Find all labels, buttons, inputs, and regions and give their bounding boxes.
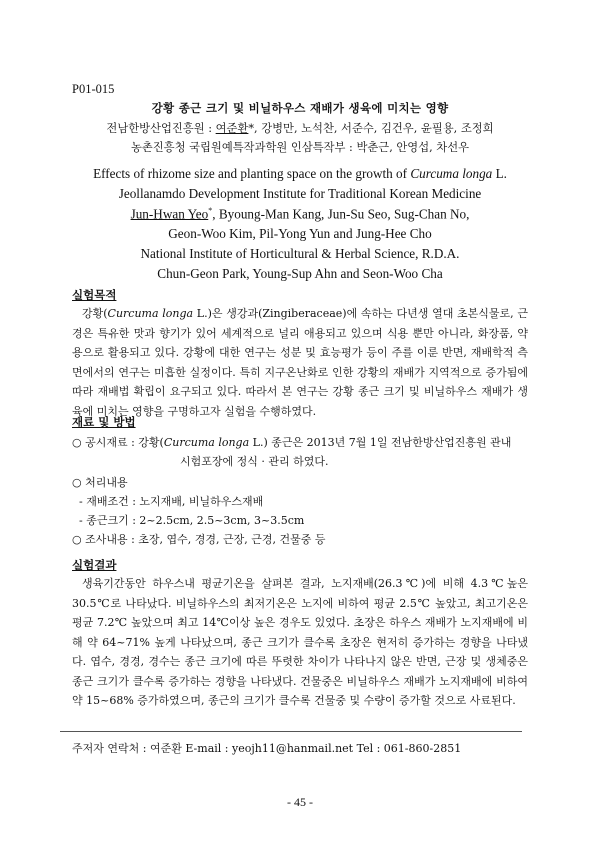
methods-material-cont: 시험포장에 정식 · 관리 하였다. bbox=[180, 455, 329, 468]
page-number: - 45 - bbox=[287, 795, 313, 809]
presenter-english: Jun-Hwan Yeo bbox=[130, 206, 209, 222]
presenter-korean: 여준환 bbox=[215, 122, 249, 135]
authors-english-1 bbox=[0, 206, 600, 222]
objective-lead: 강황( bbox=[82, 307, 108, 320]
methods-heading: 재료 및 방법 bbox=[72, 415, 136, 429]
coauthors-korean-1: *, 강병만, 노석찬, 서준수, 김건우, 윤필용, 조정희 bbox=[248, 122, 494, 135]
authors-english-2: Geon-Woo Kim, Pil-Yong Yun and Jung-Hee Cho bbox=[168, 226, 432, 241]
methods-survey: ○ 조사내용 : 초장, 엽수, 경경, 근장, 근경, 건물중 등 bbox=[72, 533, 326, 546]
results-paragraph: 생육기간동안 하우스내 평균기온을 살펴본 결과, 노지재배(26.3℃)에 비해 4.3℃높은 30.5℃로 나타났다. 비닐하우스의 최저기온은 노지에 비하여 평균 2.5℃ 높았고, 최고기온은 평균 7.2℃ 높았으며 최고 14℃이상 높은 경우도 있었다. 초장은 하우스 재배가 노지재배에 비해 약 64~71% 높게 나타났으며, 종근 크기가 클수록 초장은 현저히 증가하는 경향을 나타냈다. 엽수, 경경, 경수는 종근 크기에 따른 뚜렷한 차이가 나타나지 않은 반면, 근장 및 생체중은 종근 크기가 클수록 증가하는 경향을 나타냈다. 건물중은 비닐하우스 재배가 노지재배에 비하여 약 15~68% 증가하였으며, 종근의 크기가 클수록 건물중 및 수량이 증가할 것으로 사료된다. bbox=[72, 577, 528, 707]
title-english-post: L. bbox=[492, 166, 507, 181]
methods-material-pre: ○ 공시재료 : 강황( bbox=[72, 436, 164, 449]
methods-cultivation: - 재배조건 : 노지재배, 비닐하우스재배 bbox=[72, 495, 264, 508]
methods-rhizome-size: - 종근크기 : 2~2.5cm, 2.5~3cm, 3~3.5cm bbox=[72, 514, 305, 527]
affiliation-korean-1: 전남한방산업진흥원 : bbox=[106, 122, 216, 135]
objective-species: Curcuma longa bbox=[107, 307, 194, 320]
coauthors-english-1: , Byoung-Man Kang, Jun-Su Seo, Sug-Chan No, bbox=[212, 206, 470, 222]
title-english-species: Curcuma longa bbox=[410, 166, 493, 181]
title-english-pre: Effects of rhizome size and planting space on the growth of bbox=[93, 166, 411, 181]
methods-material-post: L.) 종근은 2013년 7월 1일 전남한방산업진흥원 관내 bbox=[249, 436, 512, 449]
objective-paragraph bbox=[72, 304, 528, 421]
title-english bbox=[0, 166, 600, 182]
methods-material-species: Curcuma longa bbox=[163, 436, 250, 449]
affiliation-english-1: Jeollanamdo Development Institute for Traditional Korean Medicine bbox=[118, 186, 482, 201]
methods-material bbox=[72, 434, 511, 450]
author-contact: 주저자 연락처 : 여준환 E-mail : yeojh11@hanmail.net Tel : 061-860-2851 bbox=[72, 742, 462, 755]
authors-english-3: Chun-Geon Park, Young-Sup Ahn and Seon-Woo Cha bbox=[157, 266, 443, 281]
results-heading: 실험결과 bbox=[72, 558, 117, 572]
authors-korean-1 bbox=[0, 120, 600, 136]
affiliation-english-2: National Institute of Horticultural & Herbal Science, R.D.A. bbox=[140, 246, 460, 261]
authors-korean-2: 농촌진흥청 국립원예특작과학원 인삼특작부 : 박춘근, 안영섭, 차선우 bbox=[130, 141, 470, 154]
objective-heading: 실험목적 bbox=[72, 288, 117, 302]
footer-divider bbox=[60, 731, 522, 732]
title-korean: 강황 종근 크기 및 비닐하우스 재배가 생육에 미치는 영향 bbox=[151, 101, 449, 115]
objective-body: L.)은 생강과(Zingiberaceae)에 속하는 다년생 열대 초본식물로, 근경은 특유한 맛과 향기가 있어 세계적으로 널리 애용되고 있으며 식용 뿐만 아니라, 화장품, 약용으로 활용되고 있다. 강황에 대한 연구는 성분 및 효능평가 등이 주를 이룬 반면, 재배학적 측면에서의 연구는 미흡한 실정이다. 특히 지구온난화로 인한 강황의 재배가 지역적으로 증가됨에 따라 재배법 확립이 요구되고 있다. 따라서 본 연구는 강황 종근 크기 및 비닐하우스 재배가 생육에 미치는 영향을 구명하고자 실험을 수행하였다. bbox=[72, 307, 528, 418]
methods-treatment: ○ 처리내용 bbox=[72, 476, 128, 489]
abstract-code: P01-015 bbox=[72, 82, 115, 96]
corresponding-mark: * bbox=[208, 206, 213, 215]
